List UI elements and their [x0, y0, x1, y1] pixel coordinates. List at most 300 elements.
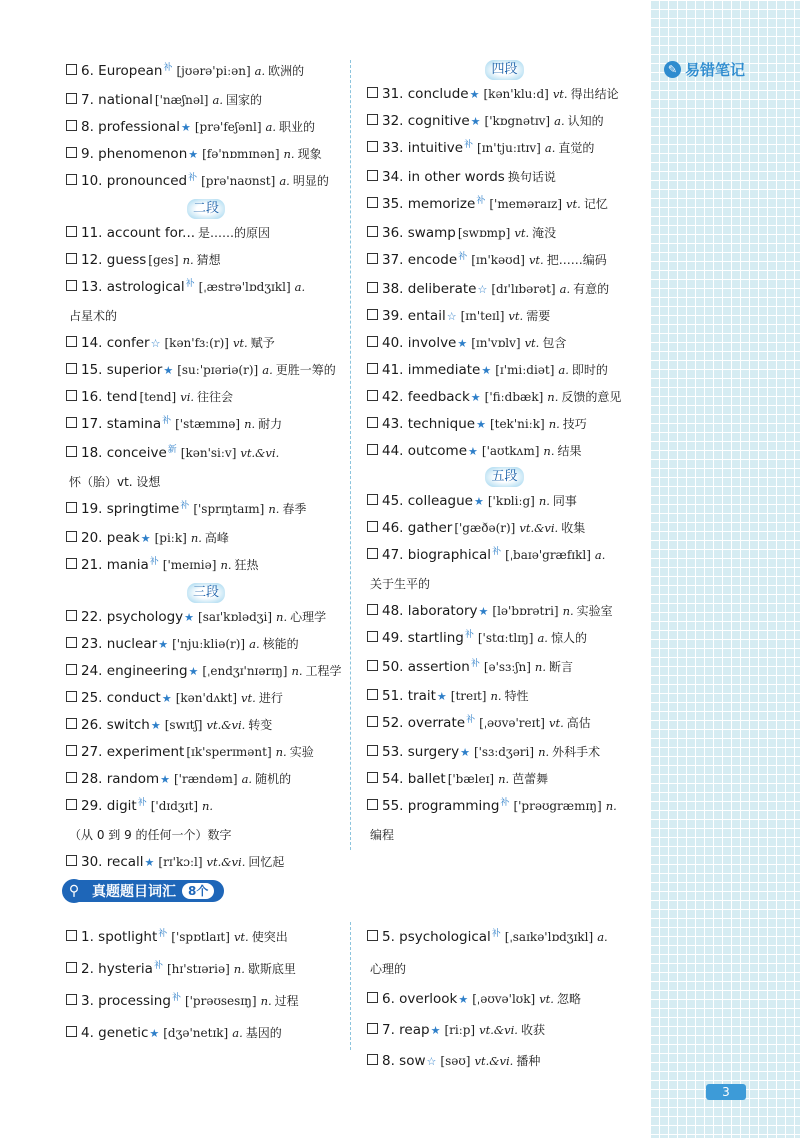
- frequency-star-icon: 补: [500, 798, 510, 808]
- phonetic: ['meɪniə]: [162, 558, 217, 572]
- meaning: 技巧: [562, 417, 587, 431]
- part-of-speech: vt.: [241, 691, 256, 705]
- checkbox[interactable]: [66, 558, 77, 569]
- exam-vocab-column-left: [66, 922, 346, 1049]
- vocab-item: [367, 984, 642, 1015]
- checkbox[interactable]: [66, 531, 77, 542]
- checkbox[interactable]: [66, 64, 77, 75]
- checkbox[interactable]: [66, 390, 77, 401]
- phonetic: [kən'kluːd]: [483, 87, 549, 101]
- vocab-item: [66, 496, 346, 525]
- vocab-item: [66, 247, 346, 274]
- phonetic: [kən'dʌkt]: [175, 691, 238, 705]
- frequency-star-icon: ★: [180, 121, 191, 134]
- part-of-speech: n.: [605, 799, 617, 813]
- frequency-star-icon: 补: [464, 140, 474, 150]
- frequency-star-icon: ☆: [150, 337, 161, 350]
- part-of-speech: n.: [190, 531, 202, 545]
- phonetic: [ˌəʊvə'reɪt]: [479, 716, 545, 730]
- meaning: 高估: [566, 716, 591, 730]
- phonetic: [dɪ'lɪbərət]: [491, 282, 556, 296]
- meaning: 需要: [526, 309, 551, 323]
- column-divider: [350, 60, 351, 850]
- checkbox[interactable]: [66, 226, 77, 237]
- phonetic: [ɪn'vɒlv]: [471, 336, 521, 350]
- vocab-word: 23. nuclear: [81, 636, 158, 652]
- checkbox[interactable]: [66, 93, 77, 104]
- vocab-item: [367, 220, 642, 247]
- part-of-speech: n.: [543, 444, 555, 458]
- frequency-star-icon: ★: [476, 418, 486, 431]
- meaning: 国家的: [226, 93, 263, 107]
- vocab-item: [66, 411, 346, 440]
- checkbox[interactable]: [367, 226, 378, 237]
- vocab-word: 2. hysteria: [81, 961, 153, 977]
- vocab-word: 44. outcome: [382, 443, 468, 459]
- search-icon: ⚲: [62, 879, 86, 903]
- meaning: 进行: [258, 691, 283, 705]
- checkbox[interactable]: [367, 141, 378, 152]
- checkbox[interactable]: [367, 253, 378, 264]
- vocab-item: [66, 330, 346, 357]
- frequency-star-icon: ★: [460, 746, 470, 759]
- meaning: 惊人的: [550, 631, 587, 645]
- checkbox[interactable]: [367, 114, 378, 125]
- part-of-speech: vt.: [566, 197, 581, 211]
- meaning: 使突出: [251, 930, 288, 944]
- part-of-speech: vt.: [548, 716, 564, 730]
- phonetic: [suː'pɪəriə(r)]: [177, 363, 259, 377]
- phonetic: [swɒmp]: [457, 226, 511, 240]
- checkbox[interactable]: [66, 336, 77, 347]
- checkbox[interactable]: [367, 631, 378, 642]
- vocab-item: [66, 954, 346, 986]
- part-of-speech: vt.: [232, 336, 248, 350]
- meaning: 认知的: [567, 114, 604, 128]
- vocab-item: [367, 766, 642, 793]
- checkbox[interactable]: [367, 444, 378, 455]
- checkbox[interactable]: [367, 930, 378, 941]
- vocab-word: 19. springtime: [81, 501, 180, 517]
- vocab-word: 31. conclude: [382, 86, 469, 102]
- meaning: 狂热: [234, 558, 259, 572]
- vocab-word: 43. technique: [382, 416, 476, 432]
- phonetic: [dʒə'netɪk]: [163, 1026, 229, 1040]
- part-of-speech: a.: [559, 282, 571, 296]
- frequency-star-icon: ★: [458, 993, 469, 1006]
- pencil-icon: ✎: [664, 61, 681, 78]
- checkbox[interactable]: [66, 147, 77, 158]
- meaning: 编程: [370, 828, 395, 842]
- meaning: 把……编码: [546, 253, 607, 267]
- part-of-speech: n.: [233, 962, 245, 976]
- meaning: 收集: [561, 521, 586, 535]
- phonetic: [ˌæstrə'lɒdʒɪkl]: [198, 280, 291, 294]
- vocab-item: [367, 247, 642, 276]
- frequency-star-icon: ★: [150, 719, 161, 732]
- vocab-item: [367, 330, 642, 357]
- vocab-word: 9. phenomenon: [81, 146, 188, 162]
- part-of-speech: vi.: [180, 390, 195, 404]
- checkbox[interactable]: [367, 417, 378, 428]
- meaning: （从 0 到 9 的任何一个）数字: [69, 828, 232, 842]
- vocab-word: 24. engineering: [81, 663, 188, 679]
- frequency-star-icon: ★: [161, 692, 172, 705]
- vocab-word: 54. ballet: [382, 771, 446, 787]
- vocab-word: 29. digit: [81, 798, 137, 814]
- vocab-item: [367, 303, 642, 330]
- phonetic: ['stɑːtlɪŋ]: [477, 631, 534, 645]
- phonetic: ['prəʊsesɪŋ]: [184, 994, 257, 1008]
- checkbox[interactable]: [367, 604, 378, 615]
- part-of-speech: a.: [249, 637, 260, 651]
- checkbox[interactable]: [66, 120, 77, 131]
- checkbox[interactable]: [367, 992, 378, 1003]
- checkbox[interactable]: [66, 610, 77, 621]
- checkbox[interactable]: [367, 799, 378, 810]
- meaning: 芭蕾舞: [512, 772, 549, 786]
- meaning: 欧洲的: [268, 64, 305, 78]
- checkbox[interactable]: [367, 716, 378, 727]
- part-of-speech: vt.: [508, 309, 524, 323]
- vocab-word: 28. random: [81, 771, 160, 787]
- phonetic: [tek'niːk]: [489, 417, 545, 431]
- checkbox[interactable]: [66, 691, 77, 702]
- meaning: 断言: [548, 660, 573, 674]
- vocab-item: [367, 542, 642, 598]
- part-of-speech: n.: [182, 253, 194, 267]
- section-heading: [66, 583, 346, 603]
- vocab-item: [367, 191, 642, 220]
- frequency-star-icon: ★: [184, 611, 195, 624]
- part-of-speech: n.: [291, 664, 303, 678]
- phonetic: [rɪ'kɔːl]: [158, 855, 203, 869]
- frequency-star-icon: 补: [185, 279, 195, 289]
- checkbox[interactable]: [66, 664, 77, 675]
- checkbox[interactable]: [367, 336, 378, 347]
- vocab-word: 25. conduct: [81, 690, 161, 706]
- phonetic: ['dɪdʒɪt]: [150, 799, 199, 813]
- vocab-word: 47. biographical: [382, 547, 492, 563]
- vocab-word: 37. encode: [382, 252, 458, 268]
- checkbox[interactable]: [367, 772, 378, 783]
- frequency-star-icon: ★: [468, 445, 478, 458]
- frequency-star-icon: 补: [149, 557, 159, 567]
- vocab-word: 18. conceive: [81, 445, 167, 461]
- vocab-item: [66, 793, 346, 849]
- meaning: 实验: [289, 745, 314, 759]
- vocab-word: 7. national: [81, 92, 153, 108]
- vocab-item: [367, 276, 642, 303]
- part-of-speech: vt.&vi.: [206, 718, 246, 732]
- vocab-word: 55. programming: [382, 798, 500, 814]
- vocab-item: [66, 440, 346, 496]
- frequency-star-icon: ★: [140, 532, 151, 545]
- vocab-item: [66, 604, 346, 631]
- meaning: 换句话说: [507, 170, 556, 184]
- meaning: 怀（胎）vt. 设想: [69, 475, 161, 489]
- vocab-item: [367, 739, 642, 766]
- checkbox[interactable]: [66, 994, 77, 1005]
- checkbox[interactable]: [367, 521, 378, 532]
- meaning: 基因的: [245, 1026, 282, 1040]
- meaning: 核能的: [262, 637, 299, 651]
- meaning: 占星术的: [69, 309, 118, 323]
- checkbox[interactable]: [66, 502, 77, 513]
- checkbox[interactable]: [66, 930, 77, 941]
- vocab-item: [66, 685, 346, 712]
- part-of-speech: n.: [562, 604, 574, 618]
- phonetic: [prə'feʃənl]: [194, 120, 262, 134]
- frequency-star-icon: ★: [160, 773, 170, 786]
- phonetic: [kən'siːv]: [180, 446, 237, 460]
- vocab-word: 52. overrate: [382, 715, 466, 731]
- checkbox[interactable]: [66, 962, 77, 973]
- vocab-item: [66, 766, 346, 793]
- part-of-speech: n.: [538, 494, 550, 508]
- vocab-word: 1. spotlight: [81, 929, 158, 945]
- frequency-star-icon: 补: [180, 501, 190, 511]
- frequency-star-icon: 补: [464, 630, 474, 640]
- part-of-speech: a.: [241, 772, 253, 786]
- vocab-word: 22. psychology: [81, 609, 184, 625]
- vocab-word: 17. stamina: [81, 416, 162, 432]
- vocab-item: [367, 438, 642, 465]
- part-of-speech: vt.&vi.: [519, 521, 559, 535]
- meaning: 耐力: [258, 417, 283, 431]
- frequency-star-icon: ★: [188, 665, 199, 678]
- checkbox[interactable]: [367, 689, 378, 700]
- meaning: 更胜一筹的: [275, 363, 336, 377]
- frequency-star-icon: ★: [470, 391, 481, 404]
- frequency-star-icon: ★: [188, 148, 199, 161]
- frequency-star-icon: ★: [163, 364, 174, 377]
- checkbox[interactable]: [66, 772, 77, 783]
- vocab-item: [66, 141, 346, 168]
- meaning: 现象: [297, 147, 322, 161]
- checkbox[interactable]: [367, 309, 378, 320]
- vocab-item: [367, 488, 642, 515]
- part-of-speech: vt.&vi.: [479, 1023, 518, 1037]
- frequency-star-icon: ★: [430, 1024, 441, 1037]
- exam-vocab-column-right: [367, 922, 642, 1077]
- meaning: 心理的: [370, 962, 407, 976]
- vocab-item: [66, 168, 346, 197]
- part-of-speech: n.: [268, 502, 280, 516]
- meaning: 职业的: [279, 120, 316, 134]
- checkbox[interactable]: [367, 282, 378, 293]
- vocab-item: [367, 710, 642, 739]
- phonetic: ['spɒtlaɪt]: [171, 930, 230, 944]
- phonetic: [ə'sɜːʃn]: [483, 660, 531, 674]
- vocab-item: [66, 922, 346, 954]
- checkbox[interactable]: [66, 174, 77, 185]
- frequency-star-icon: 补: [163, 63, 173, 73]
- checkbox[interactable]: [66, 745, 77, 756]
- checkbox[interactable]: [66, 718, 77, 729]
- part-of-speech: a.: [212, 93, 224, 107]
- part-of-speech: a.: [294, 280, 306, 294]
- vocab-word: 48. laboratory: [382, 603, 478, 619]
- vocab-item: [66, 631, 346, 658]
- meaning: 有意的: [573, 282, 610, 296]
- vocab-word: 35. memorize: [382, 196, 476, 212]
- vocab-item: [367, 81, 642, 108]
- phonetic: [jʊərə'piːən]: [176, 64, 251, 78]
- vocab-word: 33. intuitive: [382, 140, 464, 156]
- section-heading-label: 二段: [187, 199, 225, 219]
- frequency-star-icon: ★: [473, 495, 484, 508]
- checkbox[interactable]: [66, 637, 77, 648]
- meaning: 记忆: [583, 197, 608, 211]
- frequency-star-icon: 补: [470, 659, 480, 669]
- error-notes-tag: [664, 58, 745, 80]
- checkbox[interactable]: [367, 1023, 378, 1034]
- checkbox[interactable]: [66, 280, 77, 291]
- phonetic: [fə'nɒmɪnən]: [202, 147, 280, 161]
- part-of-speech: a.: [265, 120, 277, 134]
- meaning: 即时的: [571, 363, 608, 377]
- checkbox[interactable]: [66, 855, 77, 866]
- meaning: 收获: [520, 1023, 545, 1037]
- meaning: 赋予: [250, 336, 275, 350]
- vocab-item: [367, 1015, 642, 1046]
- meaning: 是……的原因: [198, 226, 271, 240]
- frequency-star-icon: ★: [158, 638, 169, 651]
- vocab-word: 26. switch: [81, 717, 150, 733]
- phonetic: [ˌbaɪə'græfɪkl]: [505, 548, 591, 562]
- vocab-word: 11. account for...: [81, 225, 196, 241]
- frequency-star-icon: ★: [470, 115, 481, 128]
- phonetic: [ˌendʒɪ'nɪərɪŋ]: [202, 664, 288, 678]
- vocab-word: 41. immediate: [382, 362, 481, 378]
- frequency-star-icon: 补: [162, 416, 172, 426]
- phonetic: [ɪk'sperɪmənt]: [186, 745, 272, 759]
- checkbox[interactable]: [66, 363, 77, 374]
- vocab-item: [367, 164, 642, 191]
- section-heading: [367, 60, 642, 80]
- checkbox[interactable]: [367, 494, 378, 505]
- part-of-speech: a.: [594, 548, 606, 562]
- section-heading-label: 五段: [485, 467, 523, 487]
- checkbox[interactable]: [66, 417, 77, 428]
- vocab-word: 16. tend: [81, 389, 138, 405]
- frequency-star-icon: 补: [491, 929, 501, 939]
- checkbox[interactable]: [367, 1054, 378, 1065]
- frequency-star-icon: 补: [158, 929, 168, 939]
- banner-title: 真题题目词汇: [92, 884, 176, 900]
- part-of-speech: vt.&vi.: [240, 446, 280, 460]
- vocab-word: 21. mania: [81, 557, 149, 573]
- frequency-star-icon: 新: [167, 445, 177, 455]
- checkbox[interactable]: [367, 548, 378, 559]
- checkbox[interactable]: [66, 446, 77, 457]
- notes-tag-label: 易错笔记: [685, 60, 746, 79]
- frequency-star-icon: ☆: [426, 1055, 437, 1068]
- section-heading: [66, 199, 346, 219]
- checkbox[interactable]: [367, 390, 378, 401]
- vocab-word: 40. involve: [382, 335, 457, 351]
- frequency-star-icon: ★: [144, 856, 155, 869]
- phonetic: ['kɒgnətɪv]: [484, 114, 551, 128]
- vocab-word: 8. sow: [382, 1053, 426, 1069]
- part-of-speech: a.: [597, 930, 608, 944]
- phonetic: ['aʊtkʌm]: [481, 444, 540, 458]
- vocab-item: [66, 220, 346, 247]
- phonetic: ['fiːdbæk]: [484, 390, 544, 404]
- part-of-speech: n.: [220, 558, 232, 572]
- meaning: 转变: [248, 718, 273, 732]
- phonetic: ['bæleɪ]: [447, 772, 495, 786]
- exam-vocab-banner: [62, 878, 224, 904]
- vocab-item: [367, 598, 642, 625]
- vocab-item: [367, 108, 642, 135]
- checkbox[interactable]: [367, 745, 378, 756]
- vocab-item: [367, 357, 642, 384]
- phonetic: [ɪn'kəʊd]: [471, 253, 525, 267]
- vocab-word: 45. colleague: [382, 493, 473, 509]
- vocab-word: 10. pronounced: [81, 173, 188, 189]
- checkbox[interactable]: [66, 1026, 77, 1037]
- vocab-item: [367, 515, 642, 542]
- phonetic: [lə'bɒrətri]: [492, 604, 559, 618]
- vocab-word: 13. astrological: [81, 279, 185, 295]
- part-of-speech: vt.: [528, 253, 544, 267]
- phonetic: ['stæmɪnə]: [175, 417, 241, 431]
- checkbox[interactable]: [367, 170, 378, 181]
- vocab-item: [66, 87, 346, 114]
- part-of-speech: a.: [279, 174, 290, 188]
- vocab-word: 8. professional: [81, 119, 180, 135]
- phonetic: [ges]: [148, 253, 179, 267]
- vocab-item: [367, 135, 642, 164]
- checkbox[interactable]: [367, 87, 378, 98]
- phonetic: [səʊ]: [440, 1054, 471, 1068]
- part-of-speech: n.: [534, 660, 546, 674]
- vocab-word: 32. cognitive: [382, 113, 470, 129]
- part-of-speech: n.: [490, 689, 502, 703]
- phonetic: [ˌəʊvə'lʊk]: [472, 992, 536, 1006]
- checkbox[interactable]: [66, 253, 77, 264]
- grid-margin-strip: [650, 0, 800, 1138]
- vocab-word: 3. processing: [81, 993, 171, 1009]
- meaning: 春季: [282, 502, 307, 516]
- meaning: 关于生平的: [370, 577, 431, 591]
- vocab-word: 5. psychological: [382, 929, 491, 945]
- meaning: 包含: [542, 336, 567, 350]
- frequency-star-icon: ☆: [477, 283, 488, 296]
- vocab-word: 51. trait: [382, 688, 436, 704]
- meaning: 同事: [552, 494, 577, 508]
- checkbox[interactable]: [367, 197, 378, 208]
- checkbox[interactable]: [367, 363, 378, 374]
- vocab-word: 20. peak: [81, 530, 140, 546]
- vocab-word: 49. startling: [382, 630, 464, 646]
- part-of-speech: vt.: [233, 930, 249, 944]
- part-of-speech: a.: [262, 363, 273, 377]
- checkbox[interactable]: [66, 799, 77, 810]
- frequency-star-icon: ★: [436, 690, 447, 703]
- frequency-star-icon: 补: [137, 798, 147, 808]
- phonetic: [tend]: [139, 390, 177, 404]
- vocab-item: [66, 384, 346, 411]
- phonetic: [riːp]: [444, 1023, 476, 1037]
- checkbox[interactable]: [367, 660, 378, 671]
- frequency-star-icon: 补: [171, 993, 181, 1003]
- vocab-item: [66, 274, 346, 330]
- part-of-speech: n.: [547, 390, 559, 404]
- vocab-column-left: [66, 58, 346, 876]
